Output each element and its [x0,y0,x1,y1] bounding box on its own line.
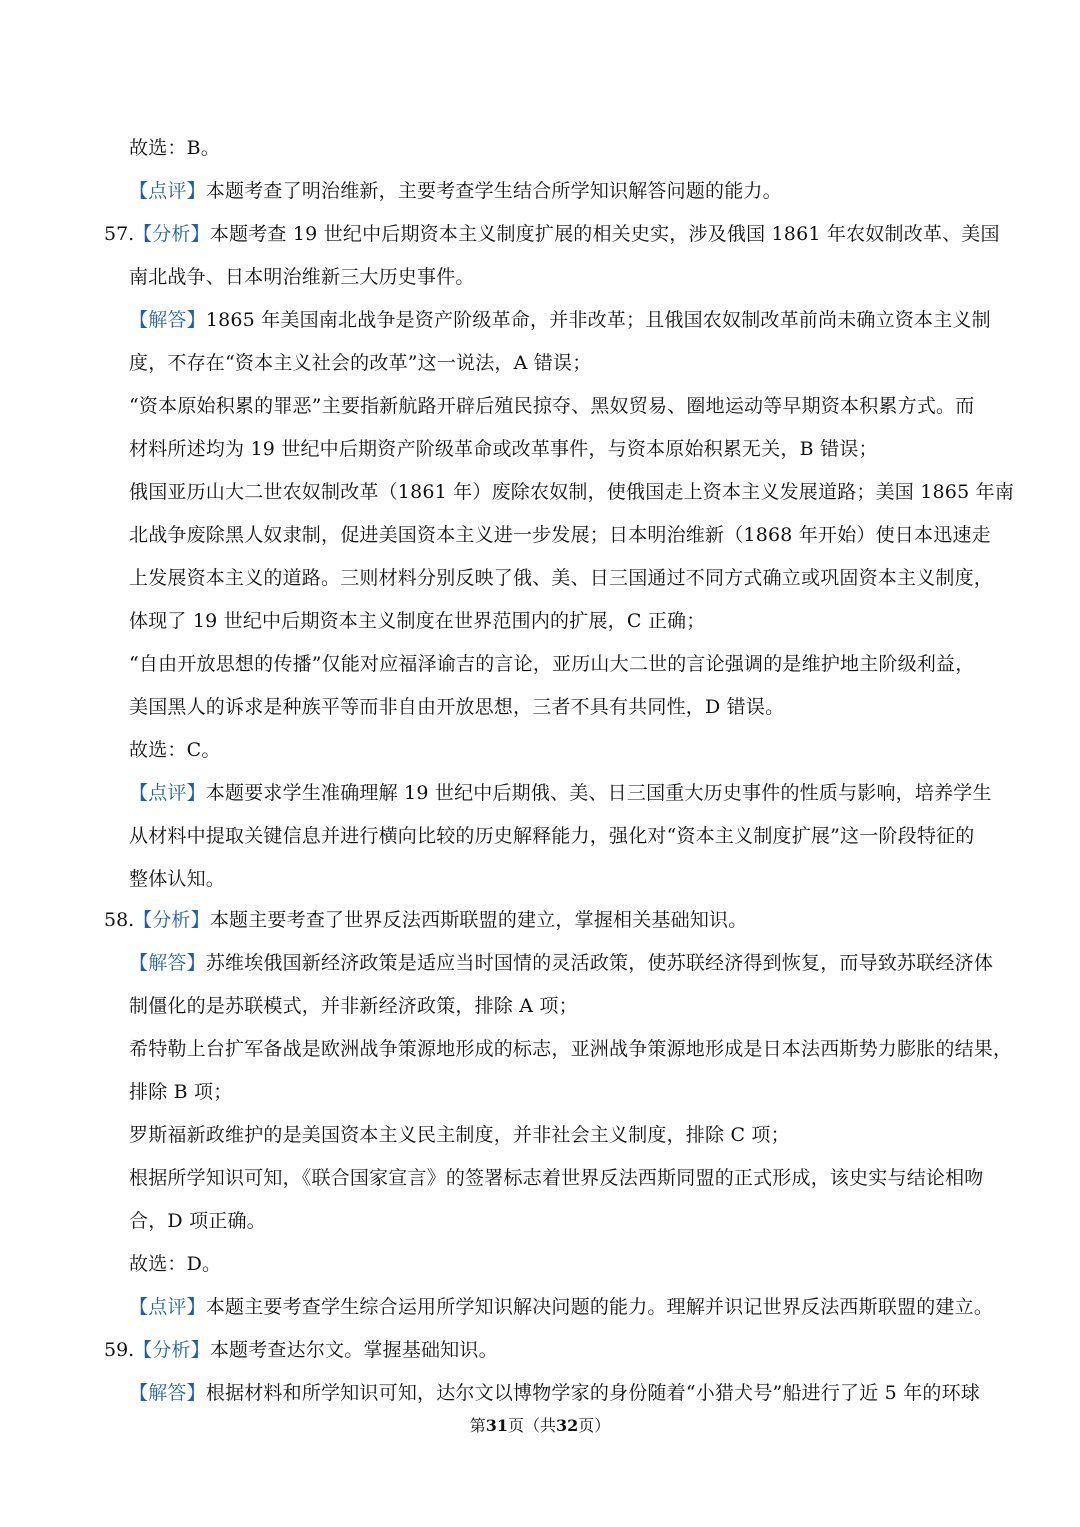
line-text: 根据所学知识可知，《联合国家宣言》的签署标志着世界反法西斯同盟的正式形成，该史实与结论相吻 [129,1167,984,1189]
line-text: “自由开放思想的传播”仅能对应福泽谕吉的言论，亚历山大二世的言论强调的是维护地主阶级利益， [129,653,975,675]
text-line [129,1077,989,1107]
text-line [129,391,989,421]
line-text: 本题考查 19 世纪中后期资本主义制度扩展的相关史实，涉及俄国 1861 年农奴制改革、美国 [209,223,1000,245]
line-text: “资本原始积累的罪恶”主要指新航路开辟后殖民掠夺、黑奴贸易、圈地运动等早期资本积累方式。而 [129,395,975,417]
text-line [129,348,989,378]
text-line [129,821,989,851]
text-line [129,262,989,292]
line-text: 本题主要考查了世界反法西斯联盟的建立，掌握相关基础知识。 [209,909,748,931]
line-text: 体现了 19 世纪中后期资本主义制度在世界范围内的扩展，C 正确； [129,610,706,632]
section-tag: 【点评】 [129,1296,206,1318]
line-text: 北战争废除黑人奴隶制，促进美国资本主义进一步发展；日本明治维新（1868 年开始）使日本迅速走 [129,524,991,546]
line-text: 材料所述均为 19 世纪中后期资产阶级革命或改革事件，与资本原始积累无关，B 错误； [129,438,878,460]
text-line [129,606,989,636]
line-text: 美国黑人的诉求是种族平等而非自由开放思想，三者不具有共同性，D 错误。 [129,696,785,718]
text-line [129,649,989,679]
line-text: 罗斯福新政维护的是美国资本主义民主制度，并非社会主义制度，排除 C 项； [129,1124,790,1146]
page-footer [0,1414,1080,1438]
section-tag: 【分析】 [133,1339,210,1361]
text-line [129,133,989,163]
footer-prefix: 第 [469,1416,486,1435]
text-line [129,864,989,894]
text-line [129,1249,989,1279]
footer-middle: 页（共 [507,1416,556,1435]
footer-page-number: 31 [485,1416,508,1435]
line-text: 故选：B。 [129,137,220,159]
text-line [129,1163,989,1193]
line-text: 本题主要考查学生综合运用所学知识解决问题的能力。理解并识记世界反法西斯联盟的建立。 [205,1296,994,1318]
text-line [129,520,989,550]
line-text: 本题考查了明治维新，主要考查学生结合所学知识解答问题的能力。 [205,180,782,202]
section-tag: 【解答】 [129,952,206,974]
line-text: 故选：D。 [129,1253,222,1275]
text-line [129,1120,989,1150]
section-tag: 【点评】 [129,180,206,202]
text-line [129,563,994,593]
line-text: 上发展资本主义的道路。三则材料分别反映了俄、美、日三国通过不同方式确立或巩固资本主义制度， [129,567,994,589]
text-line [129,305,989,335]
line-text: 整体认知。 [129,868,226,890]
text-line [129,477,1015,507]
text-line [129,1206,989,1236]
footer-suffix: 页） [578,1416,611,1435]
line-text: 排除 B 项； [129,1081,233,1103]
line-text: 苏维埃俄国新经济政策是适应当时国情的灵活政策，使苏联经济得到恢复，而导致苏联经济体 [205,952,994,974]
text-line [129,1292,994,1322]
text-line [133,905,993,935]
line-text: 从材料中提取关键信息并进行横向比较的历史解释能力，强化对“资本主义制度扩展”这一阶段特征的 [129,825,975,847]
section-tag: 【解答】 [129,1382,206,1404]
line-text: 本题要求学生准确理解 19 世纪中后期俄、美、日三国重大历史事件的性质与影响，培养学生 [205,782,992,804]
line-text: 根据材料和所学知识可知，达尔文以博物学家的身份随着“小猎犬号”船进行了近 5 年的环球 [205,1382,981,1404]
footer-total-pages: 32 [556,1416,579,1435]
text-line [129,1378,989,1408]
line-text: 俄国亚历山大二世农奴制改革（1861 年）废除农奴制，使俄国走上资本主义发展道路；美国 1865 年南 [129,481,1015,503]
section-tag: 【点评】 [129,782,206,804]
section-tag: 【解答】 [129,309,206,331]
text-line [129,991,989,1021]
text-line [129,735,989,765]
line-text: 本题考查达尔文。掌握基础知识。 [209,1339,498,1361]
text-line [129,778,992,808]
line-text: 度，不存在“资本主义社会的改革”这一说法，A 错误； [129,352,592,374]
line-text: 1865 年美国南北战争是资产阶级革命，并非改革；且俄国农奴制改革前尚未确立资本主义制 [205,309,991,331]
text-line [133,1335,993,1365]
line-text: 合，D 项正确。 [129,1210,266,1232]
line-text: 希特勒上台扩军备战是欧洲战争策源地形成的标志，亚洲战争策源地形成是日本法西斯势力膨胀的结果， [129,1038,1013,1060]
text-line [129,692,989,722]
line-text: 制僵化的是苏联模式，并非新经济政策，排除 A 项； [129,995,578,1017]
line-text: 故选：C。 [129,739,221,761]
line-text: 南北战争、日本明治维新三大历史事件。 [129,266,475,288]
section-tag: 【分析】 [133,909,210,931]
text-line [129,176,989,206]
question-number: 58. [104,909,135,931]
question-number: 59. [104,1339,135,1361]
section-tag: 【分析】 [133,223,210,245]
question-number: 57. [104,223,135,245]
text-line [129,434,989,464]
text-line [133,219,1000,249]
text-line [129,1034,1013,1064]
text-line [129,948,994,978]
